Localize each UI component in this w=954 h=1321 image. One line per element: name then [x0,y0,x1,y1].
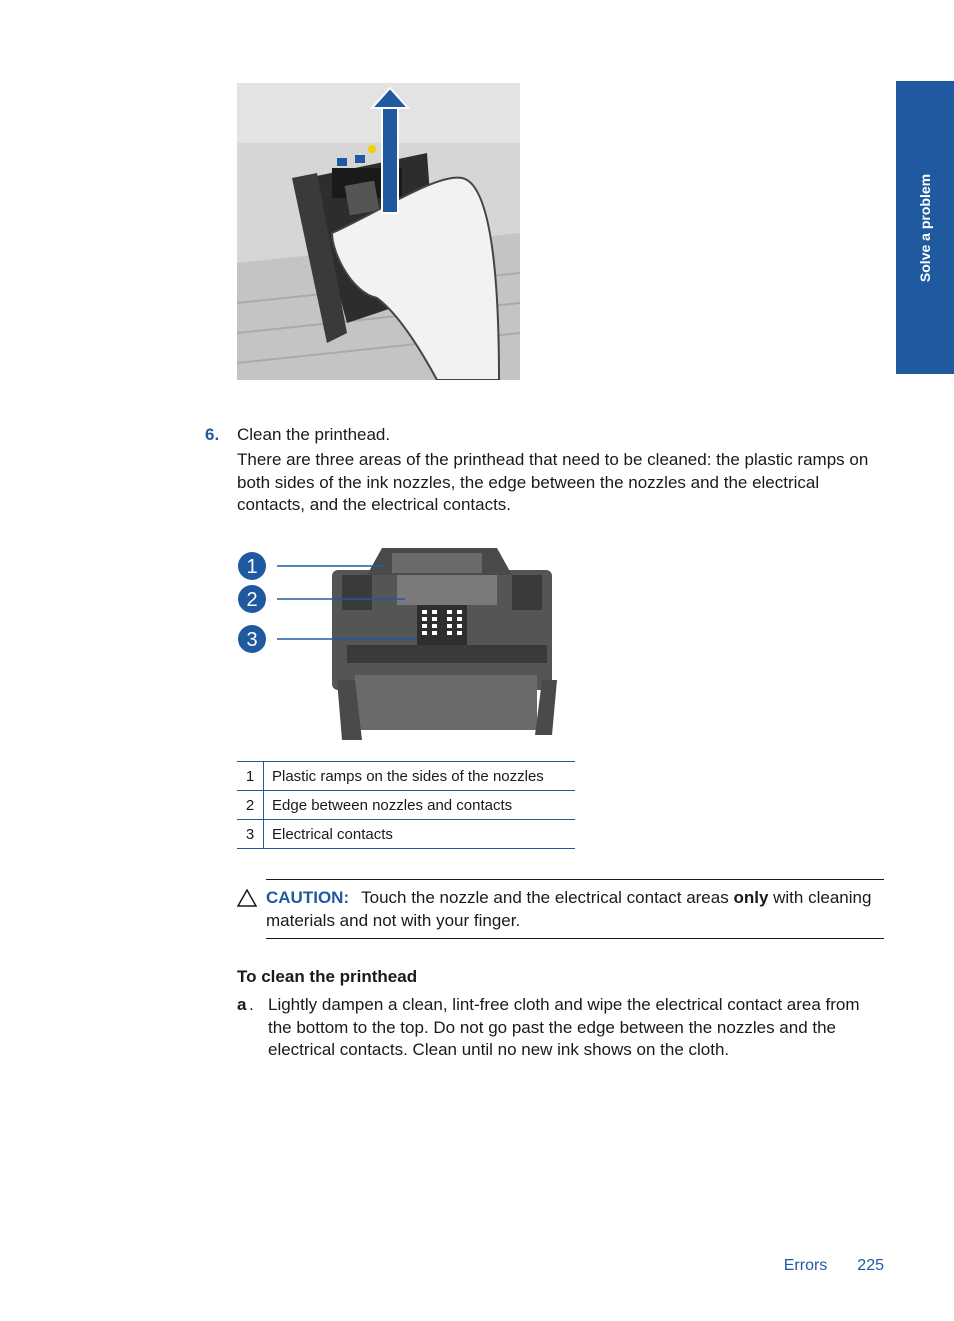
table-row [237,762,575,791]
caution-text [266,887,876,932]
side-tab [896,81,954,374]
step-text: Lightly dampen a clean, lint-free cloth and wipe the electrical contact area from the bottom to the top. Do not go past the edge between the nozzles and the electrical contacts. Clean until no new ink shows on the cloth. [268,995,860,1059]
step-body: There are three areas of the printhead that need to be cleaned: the plastic ramps on both sides of the ink nozzles, the edge between the nozzles and the electrical contacts, and the electrical contacts. [237,450,869,514]
callout-2: 2 [246,589,258,611]
printhead-removal-photo [237,83,520,380]
callout-1: 1 [246,556,258,578]
caution-emphasis: only [733,888,769,907]
callout-3: 3 [246,629,258,651]
legend-text: Plastic ramps on the sides of the nozzles [272,767,544,785]
printhead-diagram [237,545,557,745]
caution-label: CAUTION: [266,888,350,907]
legend-text: Electrical contacts [272,825,393,843]
caution-box [266,879,884,939]
side-tab-label: Solve a problem [917,173,933,282]
step-letter-dot: . [249,995,254,1014]
legend-number: 1 [237,762,264,791]
footer-section: Errors [783,1257,828,1274]
warning-triangle-icon [237,889,257,907]
page-number: 225 [857,1257,884,1274]
table-row [237,791,575,820]
caution-text-before: Touch the nozzle and the electrical contact areas [361,888,734,907]
callout-legend-table [237,761,575,849]
step-number: 6. [205,425,220,444]
procedure-title: To clean the printhead [237,967,418,986]
legend-number: 3 [237,820,264,849]
caution-text-after: with cleaning materials and not with your finger. [266,888,872,930]
table-row [237,820,575,849]
legend-text: Edge between nozzles and contacts [272,796,513,814]
step-letter: a [237,995,247,1014]
legend-number: 2 [237,791,264,820]
page-footer [700,1257,884,1275]
step-title: Clean the printhead. [237,425,391,444]
